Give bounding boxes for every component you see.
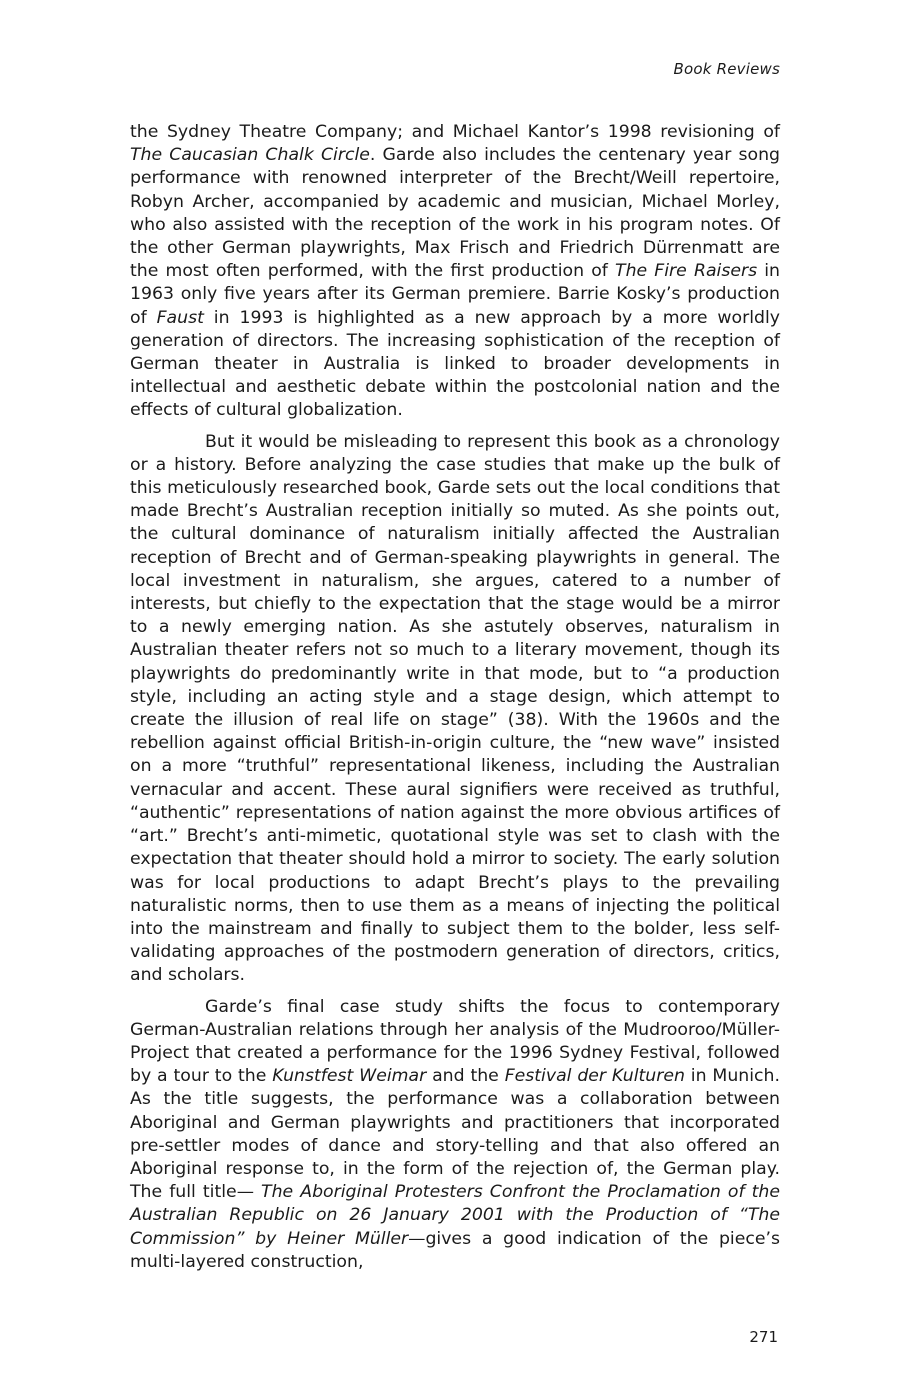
page-number: 271	[749, 1328, 778, 1346]
text-run: . Garde also includes the centenary year song performance with renowned interpreter of the Brecht/Weill repertoire, Robyn Archer, accompanied by academic and musician, Michael Morley, who also assisted with the reception of the work in his program notes. Of the other German playwrights, Max Frisch and Friedrich Dürrenmatt are the most often performed, with the first production of	[130, 145, 780, 282]
italic-title: The Aboriginal Protesters Confront the Proclamation of the Australian Republic on 26 January 2001 with the Production of “The Commission” by Heiner Müller	[130, 1182, 781, 1249]
text-run: But it would be misleading to represent this book as a chronology or a history. Before analyzing the case studies that make up the bulk of this meticulously researched book, Garde sets out the local conditions that made Brecht’s Australian reception initially so muted. As she points out, the cultural dominance of naturalism initially affected the Australian reception of Brecht and of German-speaking playwrights in general. The local investment in naturalism, she argues, catered to a number of interests, but chiefly to the expectation that the stage would be a mirror to a newly emerging nation. As she astutely observes, naturalism in Australian theater refers not so much to a literary movement, though its playwrights do predominantly write in that mode, but to “a production style, including an acting style and a stage design, which attempt to create the illusion of real life on stage” (38). With the 1960s and the rebellion against official British-in-origin culture, the “new wave” insisted on a more “truthful” representational likeness, including the Australian vernacular and accent. These aural signifiers were received as truthful, “authentic” representations of nation against the more obvious artifices of “art.” Brecht’s anti-mimetic, quotational style was set to clash with the expectation that theater should hold a mirror to society. The early solution was for local productions to adapt Brecht’s plays to the prevailing naturalistic norms, then to use them as a means of injecting the political into the mainstream and finally to subject them to the bolder, less self-validating approaches of the postmodern generation of directors, critics, and scholars.	[130, 431, 780, 986]
text-run: in 1963 only five years after its German premiere. Barrie Kosky’s production of	[130, 261, 781, 328]
italic-title: The Fire Raisers	[615, 261, 758, 282]
text-run: the Sydney Theatre Company; and Michael Kantor’s 1998 revisioning of	[130, 122, 780, 142]
text-run: Garde’s final case study shifts the focus to contemporary German-Australian relations through her analysis of the Mudrooroo/Müller-Project that created a performance for the 1996 Sydney Festival, followed by a tour to the	[130, 996, 780, 1087]
italic-title: Festival der Kulturen	[504, 1066, 685, 1087]
text-run: —gives a good indication of the piece’s multi-layered construction,	[130, 1228, 780, 1272]
running-head: Book Reviews	[673, 60, 780, 78]
paragraph	[130, 121, 780, 423]
text-run: in 1993 is highlighted as a new approach by a more worldly generation of directors. The increasing sophistication of the reception of German theater in Australia is linked to broader developments in intellectual and aesthetic debate within the postcolonial nation and the effects of cultural globalization.	[130, 307, 781, 421]
review-body	[130, 121, 780, 1282]
text-run: and the	[426, 1066, 505, 1087]
paragraph	[130, 431, 780, 988]
italic-title: The Caucasian Chalk Circle	[130, 145, 370, 166]
italic-title: Faust	[156, 307, 204, 328]
italic-title: Kunstfest Weimar	[272, 1066, 427, 1087]
paragraph	[130, 996, 780, 1274]
text-run: in Munich. As the title suggests, the performance was a collaboration between Aboriginal and German playwrights and practitioners that incorporated pre-settler modes of dance and story-telling and that also offered an Aboriginal response to, in the form of the rejection of, the German play. The full title—	[130, 1066, 780, 1203]
